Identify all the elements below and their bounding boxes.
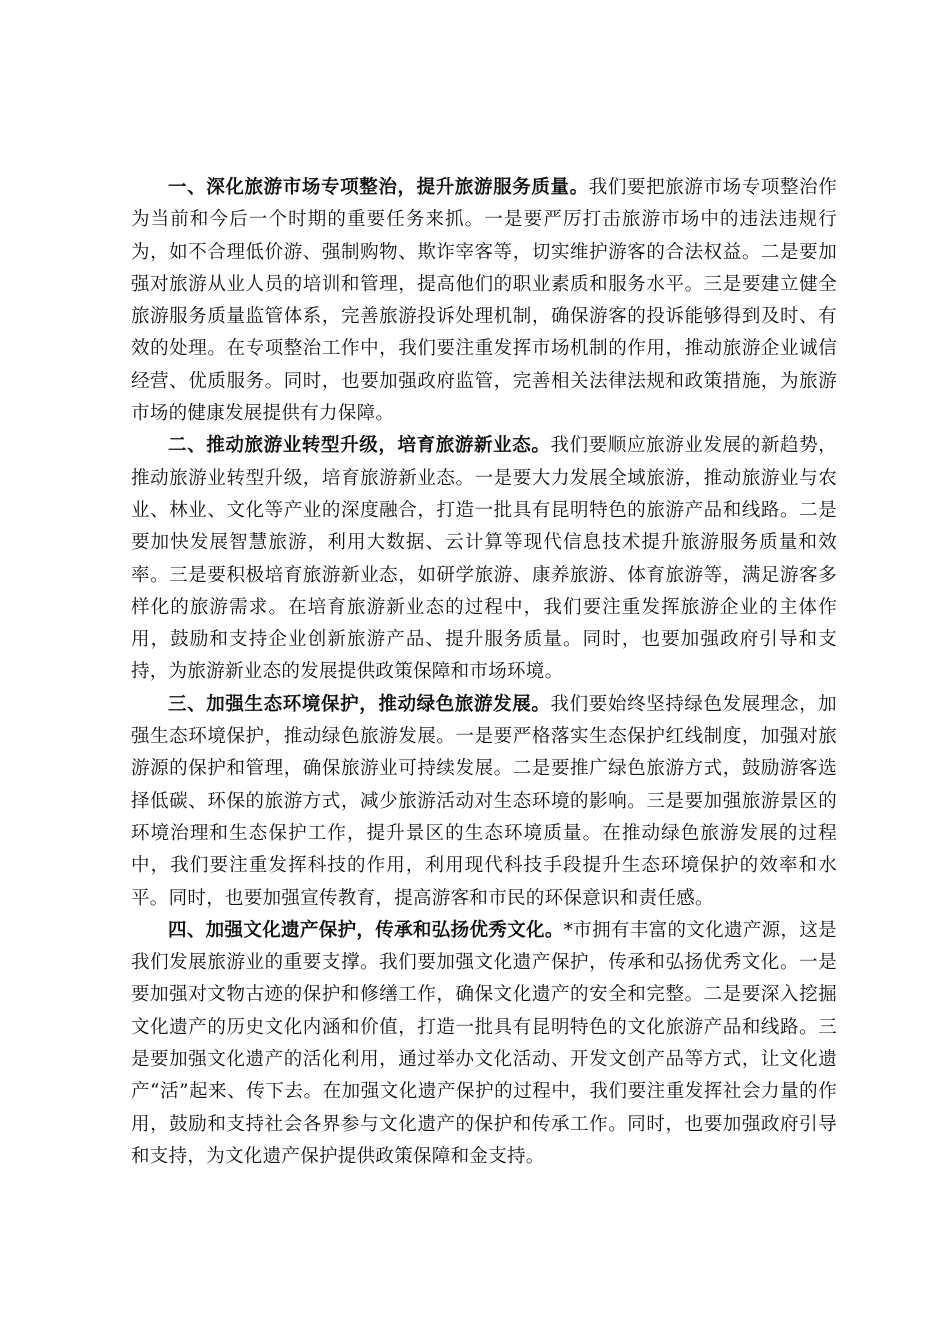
paragraph-2 [131, 430, 837, 688]
document-body [131, 172, 837, 1173]
paragraph-2-heading: 二、推动旅游业转型升级，培育旅游新业态。 [168, 435, 551, 457]
paragraph-2-body: 我们要顺应旅游业发展的新趋势，推动旅游业转型升级，培育旅游新业态。一是要大力发展全域旅游，推动旅游业与农业、林业、文化等产业的深度融合，打造一批具有昆明特色的旅游产品和线路。二是要加快发展智慧旅游，利用大数据、云计算等现代信息技术提升旅游服务质量和效率。三是要积极培育旅游新业态，如研学旅游、康养旅游、体育旅游等，满足游客多样化的旅游需求。在培育旅游新业态的过程中，我们要注重发挥旅游企业的主体作用，鼓励和支持企业创新旅游产品、提升服务质量。同时，也要加强政府引导和支持，为旅游新业态的发展提供政策保障和市场环境。 [131, 435, 837, 683]
paragraph-3 [131, 689, 837, 915]
paragraph-1-heading: 一、深化旅游市场专项整治，提升旅游服务质量。 [168, 177, 589, 198]
paragraph-3-body: 我们要始终坚持绿色发展理念，加强生态环境保护，推动绿色旅游发展。一是要严格落实生态保护红线制度，加强对旅游源的保护和管理，确保旅游业可持续发展。二是要推广绿色旅游方式，鼓励游客选择低碳、环保的旅游方式，减少旅游活动对生态环境的影响。三是要加强旅游景区的环境治理和生态保护工作，提升景区的生态环境质量。在推动绿色旅游发展的过程中，我们要注重发挥科技的作用，利用现代科技手段提升生态环境保护的效率和水平。同时，也要加强宣传教育，提高游客和市民的环保意识和责任感。 [131, 693, 837, 909]
paragraph-4-heading: 四、加强文化遗产保护，传承和弘扬优秀文化。 [168, 919, 564, 941]
paragraph-3-heading: 三、加强生态环境保护，推动绿色旅游发展。 [168, 693, 551, 715]
paragraph-4-body: *市拥有丰富的文化遗产源，这是我们发展旅游业的重要支撑。我们要加强文化遗产保护，传承和弘扬优秀文化。一是要加强对文物古迹的保护和修缮工作，确保文化遗产的安全和完整。二是要深入挖掘文化遗产的历史文化内涵和价值，打造一批具有昆明特色的文化旅游产品和线路。三是要加强文化遗产的活化利用，通过举办文化活动、开发文创产品等方式，让文化遗产“活”起来、传下去。在加强文化遗产保护的过程中，我们要注重发挥社会力量的作用，鼓励和支持社会各界参与文化遗产的保护和传承工作。同时，也要加强政府引导和支持，为文化遗产保护提供政策保障和金支持。 [131, 919, 837, 1167]
paragraph-4 [131, 915, 837, 1173]
paragraph-1-body: 我们要把旅游市场专项整治作为当前和今后一个时期的重要任务来抓。一是要严厉打击旅游市场中的违法违规行为，如不合理低价游、强制购物、欺诈宰客等，切实维护游客的合法权益。二是要加强对旅游从业人员的培训和管理，提高他们的职业素质和服务水平。三是要建立健全旅游服务质量监管体系，完善旅游投诉处理机制，确保游客的投诉能够得到及时、有效的处理。在专项整治工作中，我们要注重发挥市场机制的作用，推动旅游企业诚信经营、优质服务。同时，也要加强政府监管，完善相关法律法规和政策措施，为旅游市场的健康发展提供有力保障。 [131, 177, 837, 425]
paragraph-1 [131, 172, 837, 430]
